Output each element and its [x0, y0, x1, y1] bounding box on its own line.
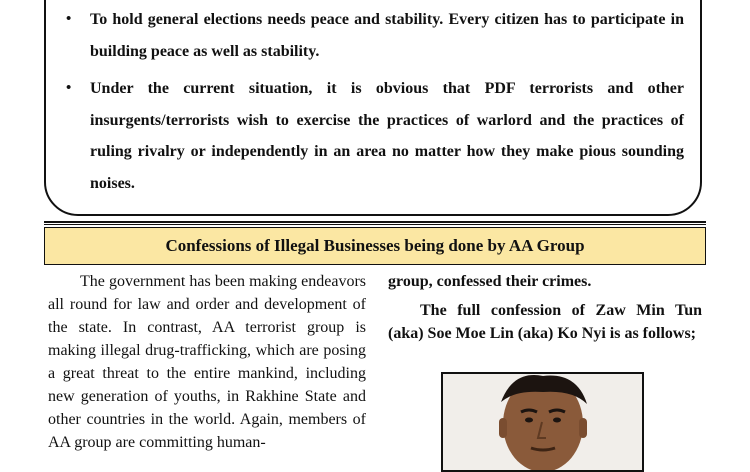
section-title: Confessions of Illegal Businesses being done by AA Group [165, 236, 585, 255]
key-point-text: Under the current situation, it is obvious that PDF terrorists and other insurgents/terrorists wish to exercise the practices of warlord and the practices of ruling rivalry or independently in an area no matter how they make pious sounding noises. [90, 80, 684, 192]
bullet-icon: • [66, 80, 72, 96]
key-point-item [66, 4, 684, 67]
key-point-text: To hold general elections needs peace and stability. Every citizen has to participate in building peace as well as stability. [90, 11, 684, 60]
section-banner [44, 227, 706, 265]
body-paragraph: The full confession of Zaw Min Tun (aka) Soe Moe Lin (aka) Ko Nyi is as follows; [388, 302, 702, 342]
portrait-photo [441, 372, 644, 472]
bullet-icon: • [66, 11, 72, 27]
divider-rule [44, 221, 706, 223]
body-paragraph: The government has been making endeavors all round for law and order and development of the state. In contrast, AA terrorist group is making illegal drug-trafficking, which are posing a great threat to the entire mankind, including new generation of youths, in Rakhine State and other countries in the world. Again, members of AA group are committing human- [48, 273, 366, 451]
key-point-item [66, 73, 684, 199]
divider-rule-thin [44, 224, 706, 225]
key-points-list [66, 4, 684, 205]
left-column [48, 270, 366, 454]
body-paragraph: group, confessed their crimes. [388, 273, 592, 290]
right-column [388, 270, 702, 351]
portrait-image [443, 374, 642, 470]
